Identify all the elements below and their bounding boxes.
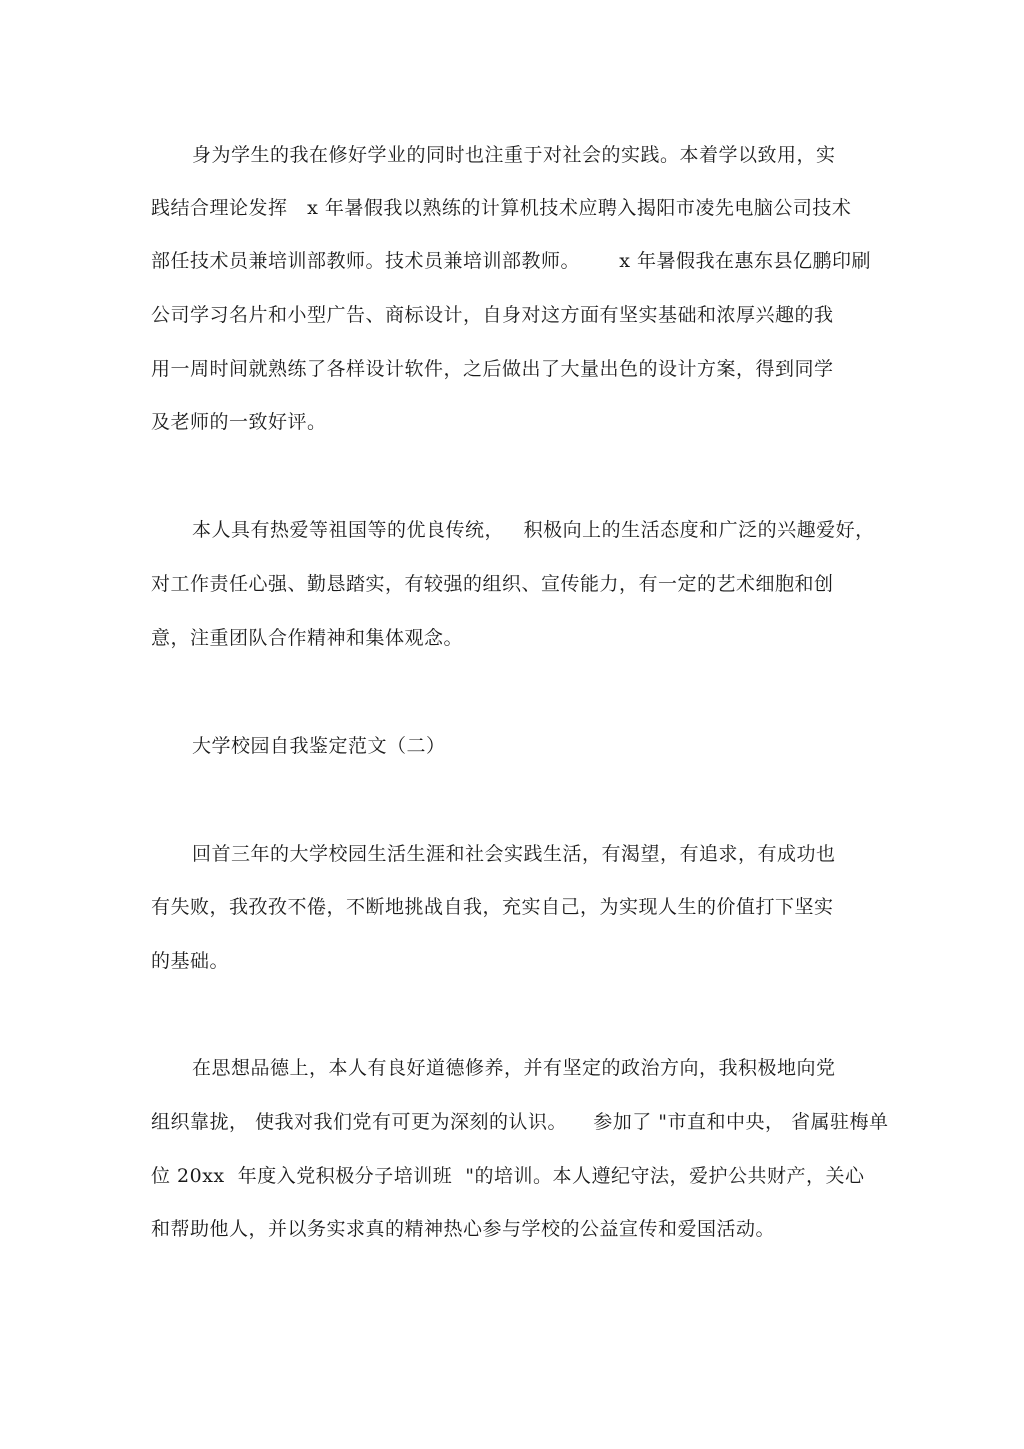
p3-line-2: 有失败，我孜孜不倦，不断地挑战自我，充实自己，为实现人生的价值打下坚实 (151, 896, 834, 918)
p4-line-1: 在思想品德上，本人有良好道德修养，并有坚定的政治方向，我积极地向党 (192, 1057, 836, 1079)
p1-line-2: 践结合理论发挥 x 年暑假我以熟练的计算机技术应聘入揭阳市凌先电脑公司技术 (151, 197, 852, 219)
p1-line-5: 用一周时间就熟练了各样设计软件，之后做出了大量出色的设计方案，得到同学 (151, 358, 834, 380)
p1-line-3: 部任技术员兼培训部教师。技术员兼培训部教师。 x 年暑假我在惠东县亿鹏印刷 (151, 250, 871, 272)
p3-line-1: 回首三年的大学校园生活生涯和社会实践生活，有渴望，有追求，有成功也 (192, 843, 836, 865)
p4-line-3: 位 20xx 年度入党积极分子培训班 "的培训。本人遵纪守法，爱护公共财产，关心 (151, 1165, 865, 1187)
p1-line-1: 身为学生的我在修好学业的同时也注重于对社会的实践。本着学以致用，实 (192, 144, 836, 166)
p2-line-1: 本人具有热爱等祖国等的优良传统， 积极向上的生活态度和广泛的兴趣爱好， (192, 519, 875, 541)
p2-line-3: 意，注重团队合作精神和集体观念。 (151, 627, 464, 649)
p1-line-6: 及老师的一致好评。 (151, 411, 327, 433)
p3-line-3: 的基础。 (151, 950, 230, 972)
p4-line-4: 和帮助他人，并以务实求真的精神热心参与学校的公益宣传和爱国活动。 (151, 1218, 776, 1240)
p2-line-2: 对工作责任心强、勤恳踏实，有较强的组织、宣传能力，有一定的艺术细胞和创 (151, 573, 834, 595)
section-heading: 大学校园自我鉴定范文（二） (192, 735, 446, 757)
p4-line-2: 组织靠拢， 使我对我们党有可更为深刻的认识。 参加了 "市直和中央， 省属驻梅单 (151, 1111, 889, 1133)
p1-line-4: 公司学习名片和小型广告、商标设计，自身对这方面有坚实基础和浓厚兴趣的我 (151, 304, 834, 326)
